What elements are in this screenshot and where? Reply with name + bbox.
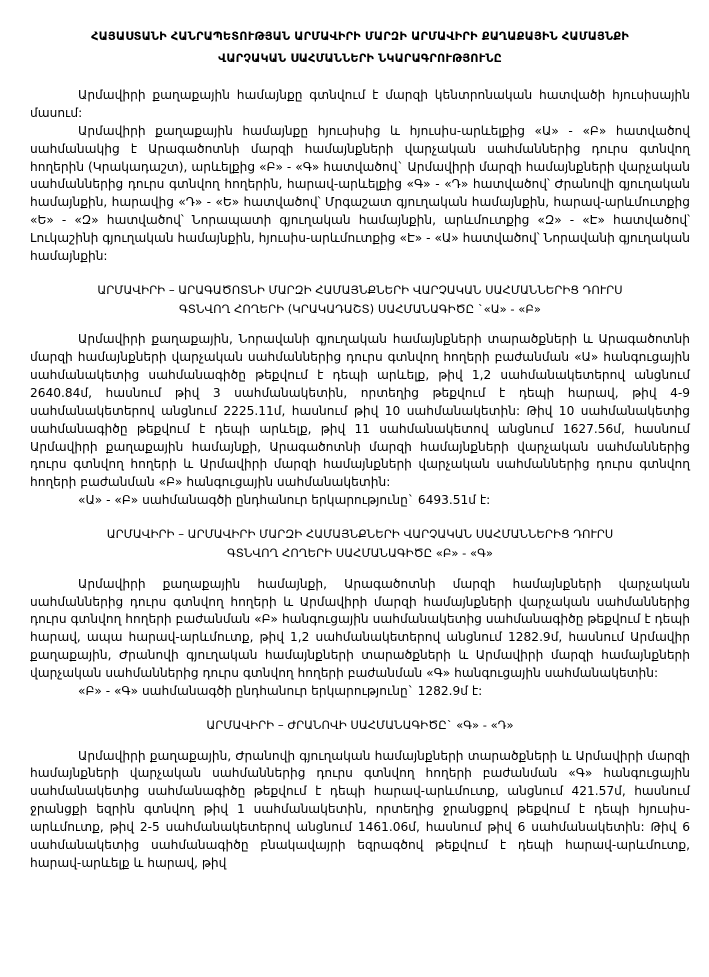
document-content bbox=[30, 0, 690, 873]
section-heading-1-line-2: ԳՏՆՎՈՂ ՀՈՂԵՐԻ (ԿՐԱԿԱԴԱՇՏ) ՍԱՀՄԱՆԱԳԻԾԸ `«Ա» - «Բ» bbox=[179, 301, 541, 316]
section-heading-2-line-1: ԱՐՄԱՎԻՐԻ – ԱՐՄԱՎԻՐԻ ՄԱՐԶԻ ՀԱՄԱՅՆՔՆԵՐԻ ՎԱՐՉԱԿԱՆ ՍԱՀՄԱՆՆԵՐԻՑ ԴՈՒՐՍ bbox=[106, 527, 614, 542]
section-2-total: «Բ» - «Գ» սահմանագծի ընդհանուր երկարությունը` 1282.9մ է: bbox=[78, 683, 483, 698]
section-3-body-block bbox=[30, 748, 690, 873]
page-title bbox=[30, 0, 690, 70]
section-heading-3 bbox=[30, 701, 690, 748]
page-title-line-2: ՎԱՐՉԱԿԱՆ ՍԱՀՄԱՆՆԵՐԻ ՆԿԱՐԱԳՐՈՒԹՅՈՒՆԸ bbox=[218, 52, 502, 66]
section-heading-2 bbox=[30, 510, 690, 576]
intro-paragraph-2: Արմավիրի քաղաքային համայնքը հյուսիսից և հյուսիս-արևելքից «Ա» - «Բ» հատվածով սահմանակից է Արագածոտնի մարզի համայնքների վարչական սահմաններից դուրս գտնվող հողերին (Կրակադաշտ), արևելքից «Բ» - «Գ» հատվածով` Արմավիրի մարզի համայնքների վարչական սահմաններից դուրս գտնվող հողերին, հարավ-արևելքից «Գ» - «Դ» հատվածով՝ Ժրանովի գյուղական համայնքին, հարավից «Դ» - «Ե» հատվածով՝ Մրգաշատ գյուղական համայնքին, հարավ-արևմուտքից «Ե» - «Զ» հատվածով՝ Նորապատի գյուղական համայնքին, արևմուտքից «Զ» - «Է» հատվածով՝ Լուկաշինի գյուղական համայնքին, հյուսիս-արևմուտքից «Է» - «Ա» հատվածով՝ Նորավանի գյուղական համայնքին: bbox=[30, 123, 690, 263]
section-2-body-block bbox=[30, 576, 690, 701]
intro-section bbox=[30, 87, 690, 266]
section-2-body: Արմավիրի քաղաքային համայնքի, Արագածոտնի մարզի համայնքների վարչական սահմաններից դուրս գտնվող հողերի և Արմավիրի մարզի համայնքների վարչական սահմաններից դուրս գտնվող հողերի բաժանման «Բ» հանգուցային սահմանակետից սահմանագիծը թեքվում է դեպի հարավ, ապա հարավ-արևմուտք, թիվ 1,2 սահմանակետերով անցնում 1282.9մ, հասնում Արմավիր քաղաքային, Ժրանովի գյուղական համայնքների տարածքների և Արմավիրի մարզի համայնքների վարչական սահմաններից դուրս գտնվող հողերի բաժանման «Գ» հանգուցային սահմանակետին: bbox=[30, 576, 690, 681]
section-1-body-block bbox=[30, 331, 690, 510]
section-heading-1-line-1: ԱՐՄԱՎԻՐԻ – ԱՐԱԳԱԾՈՏՆԻ ՄԱՐԶԻ ՀԱՄԱՅՆՔՆԵՐԻ ՎԱՐՉԱԿԱՆ ՍԱՀՄԱՆՆԵՐԻՑ ԴՈՒՐՍ bbox=[97, 282, 623, 297]
section-heading-1 bbox=[30, 266, 690, 332]
section-1-total: «Ա» - «Բ» սահմանագծի ընդհանուր երկարությունը` 6493.51մ է: bbox=[78, 493, 491, 508]
spacer-after-title bbox=[30, 70, 690, 87]
section-1-body: Արմավիրի քաղաքային, Նորավանի գյուղական համայնքների տարածքների և Արագածոտնի մարզի համայնքների վարչական սահմաններից դուրս գտնվող հողերի բաժանման «Ա» հանգուցային սահմանակետից սահմանագիծը թեքվում է դեպի արևելք, թիվ 1,2 սահմանակետերով անցնում 2640.84մ, հասնում թիվ 3 սահմանակետին, որտեղից թեքվում է դեպի հարավ, թիվ 4-9 սահմանակետերով անցնում 2225.11մ, հասնում թիվ 10 սահմանակետին: Թիվ 10 սահմանակետից սահմանագիծը թեքվում է դեպի արևելք, թիվ 11 սահմանակետով անցնում 1627.56մ, հասնում Արմավիրի քաղաքային համայնքի, Արագածոտնի մարզի համայնքների վարչական սահմաններից դուրս գտնվող հողերի և Արմավիրի մարզի համայնքների վարչական սահմաններից դուրս գտնվող հողերի բաժանման «Բ» հանգուցային սահմանակետին: bbox=[30, 332, 690, 490]
section-3-body: Արմավիրի քաղաքային, Ժրանովի գյուղական համայնքների տարածքների և Արմավիրի մարզի համայնքների վարչական սահմաններից դուրս գտնվող հողերի բաժանման «Գ» հանգուցային սահմանակետից սահմանագիծը թեքվում է դեպի հարավ-արևմուտք, անցնում 421.57մ, հասնում ջրանցքի եզրին գտնվող թիվ 1 սահմանակետին, որտեղից ջրանցքով թեքվում է դեպի հյուսիս-արևմուտք, թիվ 2-5 սահմանակետերով անցնում 1461.06մ, հասնում թիվ 6 սահմանակետին: Թիվ 6 սահմանակետից սահմանագիծը բնակավայրի եզրագծով թեքվում է դեպի հարավ-արևմուտք, հարավ-արևելք և հարավ, թիվ bbox=[30, 748, 690, 870]
intro-paragraph-1: Արմավիրի քաղաքային համայնքը գտնվում է մարզի կենտրոնական հատվածի հյուսիսային մասում: bbox=[30, 88, 690, 120]
page-title-line-1: ՀԱՅԱՍՏԱՆԻ ՀԱՆՐԱՊԵՏՈՒԹՅԱՆ ԱՐՄԱՎԻՐԻ ՄԱՐԶԻ ԱՐՄԱՎԻՐԻ ՔԱՂԱՔԱՅԻՆ ՀԱՄԱՅՆՔԻ bbox=[91, 30, 629, 43]
section-heading-3-line-1: ԱՐՄԱՎԻՐԻ – ԺՐԱՆՈՎԻ ՍԱՀՄԱՆԱԳԻԾԸ` «Գ» - «Դ» bbox=[206, 717, 514, 732]
section-heading-2-line-2: ԳՏՆՎՈՂ ՀՈՂԵՐԻ ՍԱՀՄԱՆԱԳԻԾԸ «Բ» - «Գ» bbox=[227, 545, 493, 560]
